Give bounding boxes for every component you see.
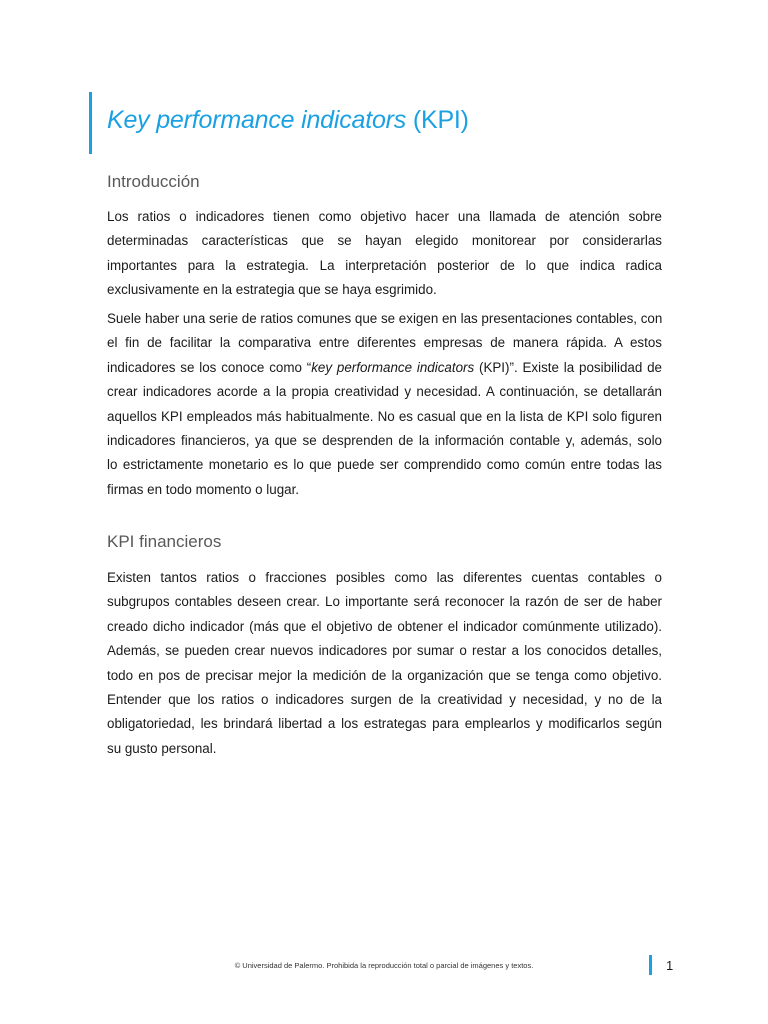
page-number: 1 bbox=[666, 958, 674, 973]
text-line: el fin de facilitar la comparativa entre diferentes empresas de manera rápida. A estos bbox=[107, 335, 662, 351]
text-line: creado dicho indicador (más que el objetivo de obtener el indicador comúnmente utilizado). bbox=[107, 618, 662, 634]
paragraph-intro-2 bbox=[107, 307, 662, 502]
section-heading-introduccion: Introducción bbox=[107, 172, 200, 191]
text-line: indicadores financieros, ya que se desprenden de la información contable y, además, solo bbox=[107, 433, 662, 449]
text-line: subgrupos contables deseen crear. Lo importante será reconocer la razón de ser de haber bbox=[107, 594, 662, 610]
kpi-italic-term: key performance indicators bbox=[311, 359, 475, 375]
page-title bbox=[107, 106, 469, 135]
text-line: Suele haber una serie de ratios comunes que se exigen en las presentaciones contables, con bbox=[107, 311, 662, 326]
text-line: aquellos KPI empleados más habitualmente. No es casual que en la lista de KPI solo figuren bbox=[107, 408, 662, 424]
text-line: Existen tantos ratios o fracciones posibles como las diferentes cuentas contables o bbox=[107, 570, 662, 585]
footer-copyright: © Universidad de Palermo. Prohibida la reproducción total o parcial de imágenes y textos. bbox=[234, 961, 534, 970]
text-line: crear indicadores acorde a la propia creatividad y necesidad. A continuación, se detallarán bbox=[107, 384, 662, 400]
page-title-suffix: (KPI) bbox=[406, 106, 469, 134]
text-line: lo estrictamente monetario es lo que puede ser comprendido como común entre todas las bbox=[107, 457, 662, 473]
text-line: Los ratios o indicadores tienen como objetivo hacer una llamada de atención sobre bbox=[107, 209, 662, 224]
text-line: su gusto personal. bbox=[107, 740, 217, 756]
text-line: todo en pos de precisar mejor la medición de la organización que se tenga como objetivo. bbox=[107, 667, 662, 683]
text-line: determinadas características que se hayan elegido monitorear por considerarlas bbox=[107, 233, 662, 249]
text-line: importantes para la estrategia. La interpretación posterior de lo que indica radica bbox=[107, 257, 662, 273]
page-title-italic: Key performance indicators bbox=[107, 106, 407, 134]
section-heading-kpi-financieros: KPI financieros bbox=[107, 532, 222, 551]
text-line: obligatoriedad, les brindará libertad a los estrategas para emplearlos y modificarlos según bbox=[107, 716, 662, 732]
footer-accent-bar bbox=[649, 955, 652, 975]
text-line: firmas en todo momento o lugar. bbox=[107, 481, 300, 497]
paragraph-kpi-financieros bbox=[107, 566, 662, 761]
text-line: Entender que los ratios o indicadores surgen de la creatividad y necesidad, y no de la bbox=[107, 692, 662, 708]
title-accent-bar bbox=[89, 92, 92, 154]
text-line: exclusivamente en la estrategia que se haya esgrimido. bbox=[107, 282, 437, 298]
text-fragment: (KPI)”. Existe la posibilidad de bbox=[474, 359, 662, 375]
paragraph-intro-1 bbox=[107, 205, 662, 303]
text-line-with-italic bbox=[107, 356, 662, 380]
text-line: Además, se pueden crear nuevos indicadores por sumar o restar a los conocidos detalles, bbox=[107, 643, 662, 659]
text-fragment: indicadores se los conoce como “ bbox=[107, 359, 312, 375]
